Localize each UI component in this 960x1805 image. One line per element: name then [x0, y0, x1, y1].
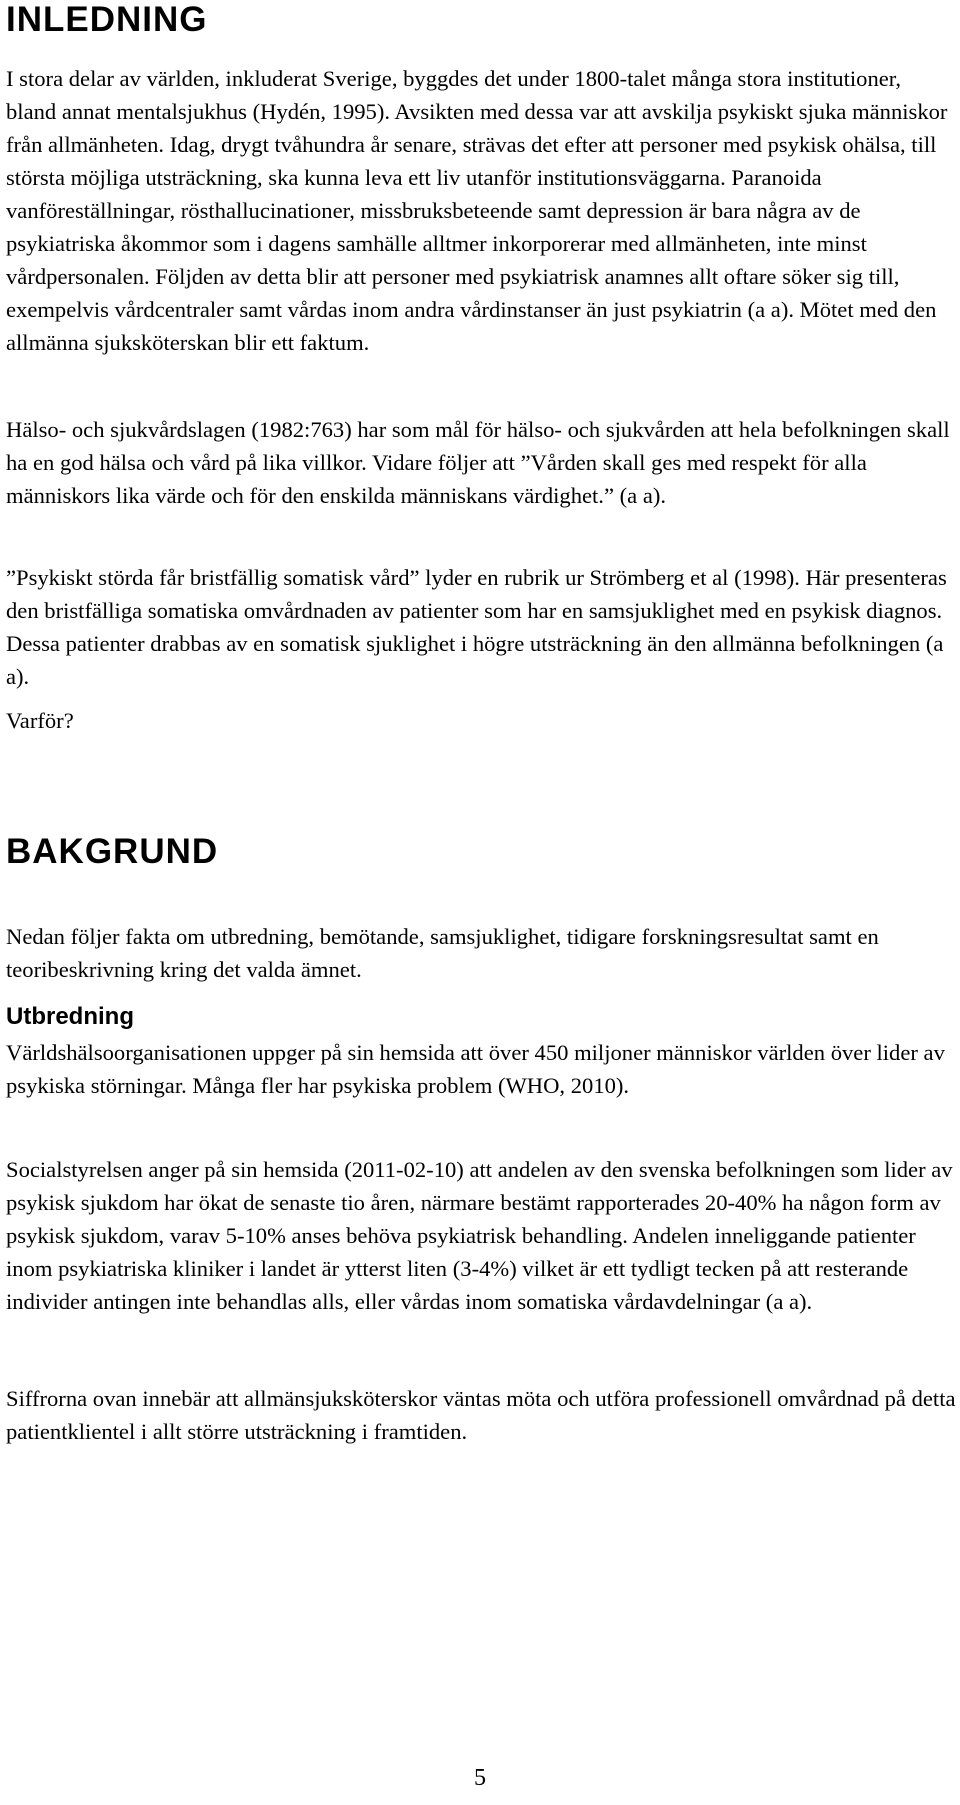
heading-bakgrund: BAKGRUND — [6, 832, 219, 871]
paragraph-hsl: Hälso- och sjukvårdslagen (1982:763) har som mål för hälso- och sjukvården att hela befolkningen skall ha en god hälsa och vård på lika villkor. Vidare följer att ”Vården skall ges med respekt för alla människors lika värde och för den enskilda människans värdighet.” (a a). — [6, 417, 950, 508]
paragraph-somatic-care: ”Psykiskt störda får bristfällig somatisk vård” lyder en rubrik ur Strömberg et al (1998). Här presenteras den bristfälliga somatiska omvårdnaden av patienter som har en samsjuklighet med en psykisk diagnos. Dessa patienter drabbas av en somatisk sjuklighet i högre utsträckning än den allmänna befolkningen (a a). — [6, 565, 947, 689]
paragraph-socialstyrelsen: Socialstyrelsen anger på sin hemsida (2011-02-10) att andelen av den svenska befolkningen som lider av psykisk sjukdom har ökat de senaste tio åren, närmare bestämt rapporterades 20-40% ha någon form av psykisk sjukdom, varav 5-10% anses behöva psykiatrisk behandling. Andelen inneliggande patienter inom psykiatriska kliniker i landet är ytterst liten (3-4%) vilket är ett tydligt tecken på att resterande individer antingen inte behandlas alls, eller vårdas inom somatiska vårdavdelningar (a a). — [6, 1157, 953, 1314]
paragraph-bakgrund-intro: Nedan följer fakta om utbredning, bemötande, samsjuklighet, tidigare forskningsresultat samt en teoribeskrivning kring det valda ämnet. — [6, 924, 879, 982]
heading-inledning: INLEDNING — [6, 0, 208, 39]
paragraph-intro-history: I stora delar av världen, inkluderat Sverige, byggdes det under 1800-talet många stora institutioner, bland annat mentalsjukhus (Hydén, 1995). Avsikten med dessa var att avskilja psykiskt sjuka människor från allmänheten. Idag, drygt tvåhundra år senare, strävas det efter att personer med psykisk ohälsa, till största möjliga utsträckning, ska kunna leva ett liv utanför institutionsväggarna. Paranoida vanföreställningar, rösthallucinationer, missbruksbeteende samt depression är bara några av de psykiatriska åkommor som i dagens samhälle alltmer inkorporerar med allmänheten, inte minst vårdpersonalen. Följden av detta blir att personer med psykiatrisk anamnes allt oftare söker sig till, exempelvis vårdcentraler samt vårdas inom andra vårdinstanser än just psykiatrin (a a). Mötet med den allmänna sjuksköterskan blir ett faktum. — [6, 66, 948, 355]
paragraph-question: Varför? — [6, 708, 74, 733]
page-number: 5 — [474, 1765, 486, 1791]
paragraph-who: Världshälsoorganisationen uppger på sin hemsida att över 450 miljoner människor världen över lider av psykiska störningar. Många fler har psykiska problem (WHO, 2010). — [6, 1040, 945, 1098]
subheading-utbredning: Utbredning — [6, 1003, 134, 1030]
paragraph-conclusion: Siffrorna ovan innebär att allmänsjuksköterskor väntas möta och utföra professionell omvårdnad på detta patientklientel i allt större utsträckning i framtiden. — [6, 1386, 956, 1444]
